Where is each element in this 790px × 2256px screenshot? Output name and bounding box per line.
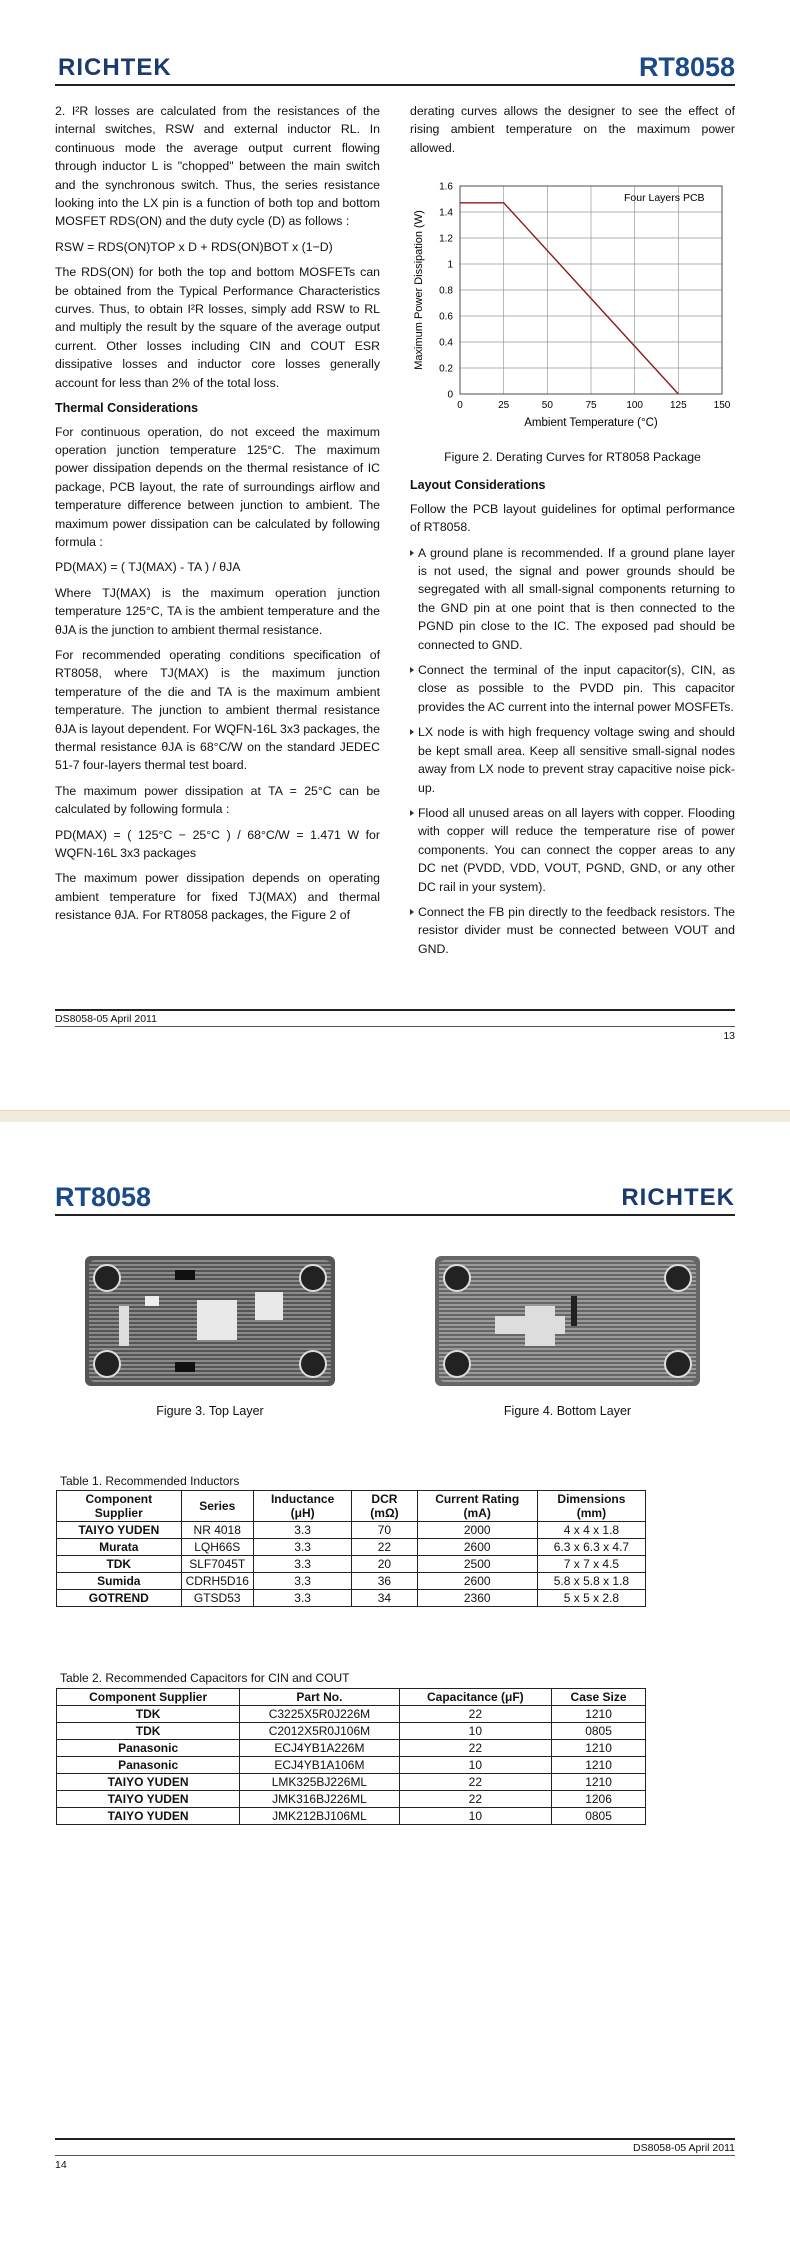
table-cell: LMK325BJ226ML bbox=[240, 1774, 399, 1791]
table-cell: TAIYO YUDEN bbox=[57, 1522, 182, 1539]
table-header-cell: Part No. bbox=[240, 1689, 399, 1706]
heading-thermal: Thermal Considerations bbox=[55, 401, 199, 416]
footer-rule-2 bbox=[55, 2155, 735, 2156]
table-cell: 0805 bbox=[552, 1808, 646, 1825]
chart-ticks bbox=[439, 182, 731, 412]
table-cell: CDRH5D16 bbox=[181, 1573, 253, 1590]
table-cell: 22 bbox=[352, 1539, 417, 1556]
table-cell: ECJ4YB1A226M bbox=[240, 1740, 399, 1757]
layout-bullet: Connect the FB pin directly to the feedback resistors. The resistor divider must be connected between VOUT and GND. bbox=[410, 903, 735, 958]
x-tick-label: 150 bbox=[713, 400, 731, 411]
table-cell: 22 bbox=[399, 1791, 552, 1808]
layout-bullet: A ground plane is recommended. If a ground plane layer is not used, the signal and power grounds should be segregated with all small-signal components returning to the GND pin at one point that is then connected to the PGND pin close to the IC. The exposed pad should be connected to GND. bbox=[410, 544, 735, 654]
table-cell: 2500 bbox=[417, 1556, 537, 1573]
x-tick-label: 75 bbox=[585, 400, 597, 411]
layout-bullet: Connect the terminal of the input capacitor(s), CIN, as close as possible to the PVDD pin. This capacitor provides the AC current into the internal power MOSFETs. bbox=[410, 661, 735, 716]
figure-3-caption: Figure 3. Top Layer bbox=[156, 1404, 264, 1418]
inductors-table bbox=[56, 1490, 646, 1607]
table-cell: 3.3 bbox=[253, 1556, 351, 1573]
table-cell: 22 bbox=[399, 1774, 552, 1791]
table-cell: 2360 bbox=[417, 1590, 537, 1607]
table-cell: Murata bbox=[57, 1539, 182, 1556]
table-cell: 1210 bbox=[552, 1774, 646, 1791]
table-cell: 1210 bbox=[552, 1706, 646, 1723]
table-header-cell: Dimensions (mm) bbox=[537, 1491, 645, 1522]
x-tick-label: 25 bbox=[498, 400, 510, 411]
header-rule bbox=[55, 1214, 735, 1216]
y-tick-label: 0 bbox=[447, 389, 453, 401]
equation-rsw: RSW = RDS(ON)TOP x D + RDS(ON)BOT x (1−D) bbox=[55, 239, 333, 254]
table-cell: 10 bbox=[399, 1757, 552, 1774]
table-header-cell: Series bbox=[181, 1491, 253, 1522]
table-cell: 2600 bbox=[417, 1573, 537, 1590]
paragraph-recommended: For recommended operating conditions specification of RT8058, where TJ(MAX) is the maximum junction temperature of the die and TA is the maximum ambient temperature. The junction to ambient thermal resistance θJA is layout dependent. For WQFN-16L 3x3 packages, the thermal resistance θJA is 68°C/W on the standard JEDEC 51-7 four-layers thermal test board. bbox=[55, 647, 380, 773]
table-cell: Panasonic bbox=[57, 1740, 240, 1757]
x-tick-label: 100 bbox=[626, 400, 644, 411]
table-cell: JMK212BJ106ML bbox=[240, 1808, 399, 1825]
table-header-cell: Case Size bbox=[552, 1689, 646, 1706]
footer-rule bbox=[55, 2138, 735, 2140]
capacitors-table bbox=[56, 1688, 646, 1825]
layout-bullet: Flood all unused areas on all layers with copper. Flooding with copper will reduce the temperature rise of power components. You can connect the copper areas to any DC net (PVDD, VDD, VOUT, PGND, GND, or any other DC rail in your system). bbox=[410, 804, 735, 896]
pcb-bottom-layer-image bbox=[435, 1256, 700, 1386]
table-cell: ECJ4YB1A106M bbox=[240, 1757, 399, 1774]
table-cell: GOTREND bbox=[57, 1590, 182, 1607]
left-column bbox=[55, 102, 380, 932]
paragraph-thermal: For continuous operation, do not exceed the maximum operation junction temperature 125°C. The maximum power dissipation depends on the thermal resistance of IC package, PCB layout, the rate of surroundings airflow and temperature difference between junction to ambient. The maximum power dissipation can be calculated by following formula : bbox=[55, 424, 380, 549]
page-13 bbox=[0, 0, 790, 1110]
table-row bbox=[57, 1740, 646, 1757]
layout-bullet: LX node is with high frequency voltage swing and should be kept small area. Keep all sensitive small-signal nodes away from LX node to prevent stray capacitive noise pick-up. bbox=[410, 723, 735, 797]
table-header-cell: Current Rating (mA) bbox=[417, 1491, 537, 1522]
table-cell: NR 4018 bbox=[181, 1522, 253, 1539]
y-tick-label: 0.8 bbox=[439, 285, 453, 297]
table-row bbox=[57, 1706, 646, 1723]
table-cell: 3.3 bbox=[253, 1573, 351, 1590]
y-tick-label: 0.4 bbox=[439, 337, 453, 349]
table-cell: TAIYO YUDEN bbox=[57, 1791, 240, 1808]
table-header-cell: Component Supplier bbox=[57, 1689, 240, 1706]
table-cell: C2012X5R0J106M bbox=[240, 1723, 399, 1740]
table-cell: 7 x 7 x 4.5 bbox=[537, 1556, 645, 1573]
table-cell: 10 bbox=[399, 1723, 552, 1740]
paragraph-rdson: The RDS(ON) for both the top and bottom MOSFETs can be obtained from the Typical Performance Characteristics curves. Thus, to obtain I²R losses, simply add RSW to RL and multiply the result by the square of the average output current. Other losses including CIN and COUT ESR dissipative losses and inductor core losses generally account for less than 2% of the total loss. bbox=[55, 265, 380, 390]
part-number-header: RT8058 bbox=[55, 1182, 152, 1212]
table-cell: 1210 bbox=[552, 1757, 646, 1774]
table-row bbox=[57, 1522, 646, 1539]
table-row bbox=[57, 1723, 646, 1740]
page-14 bbox=[0, 1122, 790, 2256]
derating-chart bbox=[410, 176, 740, 438]
right-column-lower bbox=[410, 448, 735, 965]
table-row bbox=[57, 1791, 646, 1808]
table-cell: Panasonic bbox=[57, 1757, 240, 1774]
page-number: 14 bbox=[55, 2159, 67, 2171]
paragraph-max-power: The maximum power dissipation at TA = 25°C can be calculated by following formula : bbox=[55, 783, 380, 817]
table-1-caption: Table 1. Recommended Inductors bbox=[60, 1474, 240, 1488]
heading-layout: Layout Considerations bbox=[410, 478, 546, 493]
table-header-cell: Inductance (μH) bbox=[253, 1491, 351, 1522]
table-cell: 10 bbox=[399, 1808, 552, 1825]
paragraph-derating: derating curves allows the designer to see the effect of rising ambient temperature on the maximum power allowed. bbox=[410, 104, 735, 155]
x-tick-label: 50 bbox=[541, 400, 553, 411]
table-cell: TDK bbox=[57, 1706, 240, 1723]
table-cell: 2000 bbox=[417, 1522, 537, 1539]
chart-x-label: Ambient Temperature (°C) bbox=[524, 417, 658, 429]
part-number-header: RT8058 bbox=[638, 52, 735, 82]
table-cell: 4 x 4 x 1.8 bbox=[537, 1522, 645, 1539]
table-cell: 2600 bbox=[417, 1539, 537, 1556]
table-cell: TAIYO YUDEN bbox=[57, 1808, 240, 1825]
brand-logo: RICHTEK bbox=[58, 54, 172, 81]
brand-logo: RICHTEK bbox=[621, 1184, 735, 1211]
table-2-caption: Table 2. Recommended Capacitors for CIN and COUT bbox=[60, 1671, 350, 1685]
table-cell: 0805 bbox=[552, 1723, 646, 1740]
pcb-top-layer-image bbox=[85, 1256, 335, 1386]
table-row bbox=[57, 1808, 646, 1825]
table-cell: JMK316BJ226ML bbox=[240, 1791, 399, 1808]
y-tick-label: 1.4 bbox=[439, 207, 453, 219]
table-row bbox=[57, 1774, 646, 1791]
y-tick-label: 1.2 bbox=[439, 233, 453, 245]
table-cell: LQH66S bbox=[181, 1539, 253, 1556]
table-cell: 5.8 x 5.8 x 1.8 bbox=[537, 1573, 645, 1590]
y-tick-label: 1.6 bbox=[439, 181, 453, 193]
x-tick-label: 125 bbox=[669, 400, 687, 411]
table-cell: 36 bbox=[352, 1573, 417, 1590]
y-tick-label: 0.2 bbox=[439, 363, 453, 375]
table-row bbox=[57, 1590, 646, 1607]
chart-y-label: Maximum Power Dissipation (W) bbox=[413, 210, 425, 370]
table-cell: 22 bbox=[399, 1706, 552, 1723]
equation-pdmax: PD(MAX) = ( TJ(MAX) - TA ) / θJA bbox=[55, 560, 241, 575]
table-row bbox=[57, 1757, 646, 1774]
table-row bbox=[57, 1573, 646, 1590]
y-tick-label: 0.6 bbox=[439, 311, 453, 323]
figure-4-caption: Figure 4. Bottom Layer bbox=[503, 1404, 632, 1418]
chart-legend: Four Layers PCB bbox=[624, 192, 705, 204]
table-cell: 3.3 bbox=[253, 1539, 351, 1556]
table-cell: 20 bbox=[352, 1556, 417, 1573]
table-cell: 22 bbox=[399, 1740, 552, 1757]
table-cell: GTSD53 bbox=[181, 1590, 253, 1607]
chart-grid bbox=[460, 186, 722, 394]
table-cell: 70 bbox=[352, 1522, 417, 1539]
table-cell: C3225X5R0J226M bbox=[240, 1706, 399, 1723]
page-separator bbox=[0, 1110, 790, 1122]
right-column bbox=[410, 102, 735, 164]
table-cell: TDK bbox=[57, 1723, 240, 1740]
chart-series-line bbox=[460, 203, 678, 394]
table-header-cell: Component Supplier bbox=[57, 1491, 182, 1522]
table-cell: Sumida bbox=[57, 1573, 182, 1590]
footer-doc-id: DS8058-05 April 2011 bbox=[55, 1013, 157, 1025]
table-header-cell: DCR (mΩ) bbox=[352, 1491, 417, 1522]
paragraph-depends: The maximum power dissipation depends on operating ambient temperature for fixed TJ(MAX) and thermal resistance θJA. For RT8058 packages, the Figure 2 of bbox=[55, 871, 380, 923]
paragraph-follow: Follow the PCB layout guidelines for optimal performance of RT8058. bbox=[410, 501, 735, 535]
footer-rule bbox=[55, 1009, 735, 1011]
table-row bbox=[57, 1556, 646, 1573]
paragraph-i2r: 2. I²R losses are calculated from the resistances of the internal switches, RSW and external inductor RL. In continuous mode the average output current flowing through inductor L is "chopped" between the main switch and the synchronous switch. Thus, the series resistance looking into the LX pin is a function of both top and bottom MOSFET RDS(ON) and the duty cycle (D) as follows : bbox=[55, 104, 380, 229]
table-cell: 3.3 bbox=[253, 1522, 351, 1539]
header-rule bbox=[55, 84, 735, 86]
table-cell: TDK bbox=[57, 1556, 182, 1573]
table-cell: 5 x 5 x 2.8 bbox=[537, 1590, 645, 1607]
page-number: 13 bbox=[723, 1030, 735, 1042]
table-cell: 3.3 bbox=[253, 1590, 351, 1607]
table-cell: 1210 bbox=[552, 1740, 646, 1757]
equation-pd-value: PD(MAX) = ( 125°C − 25°C ) / 68°C/W = 1.471 W for WQFN-16L 3x3 packages bbox=[55, 827, 380, 861]
table-cell: 6.3 x 6.3 x 4.7 bbox=[537, 1539, 645, 1556]
x-tick-label: 0 bbox=[457, 400, 463, 411]
table-row bbox=[57, 1539, 646, 1556]
y-tick-label: 1 bbox=[447, 259, 453, 271]
footer-doc-id: DS8058-05 April 2011 bbox=[633, 2142, 735, 2154]
paragraph-where: Where TJ(MAX) is the maximum operation junction temperature 125°C, TA is the ambient temperature and the θJA is the junction to ambient thermal resistance. bbox=[55, 585, 380, 637]
table-cell: TAIYO YUDEN bbox=[57, 1774, 240, 1791]
table-cell: 34 bbox=[352, 1590, 417, 1607]
table-cell: 1206 bbox=[552, 1791, 646, 1808]
figure-2-caption: Figure 2. Derating Curves for RT8058 Package bbox=[444, 450, 701, 464]
footer-rule-2 bbox=[55, 1026, 735, 1027]
table-cell: SLF7045T bbox=[181, 1556, 253, 1573]
table-header-cell: Capacitance (μF) bbox=[399, 1689, 552, 1706]
